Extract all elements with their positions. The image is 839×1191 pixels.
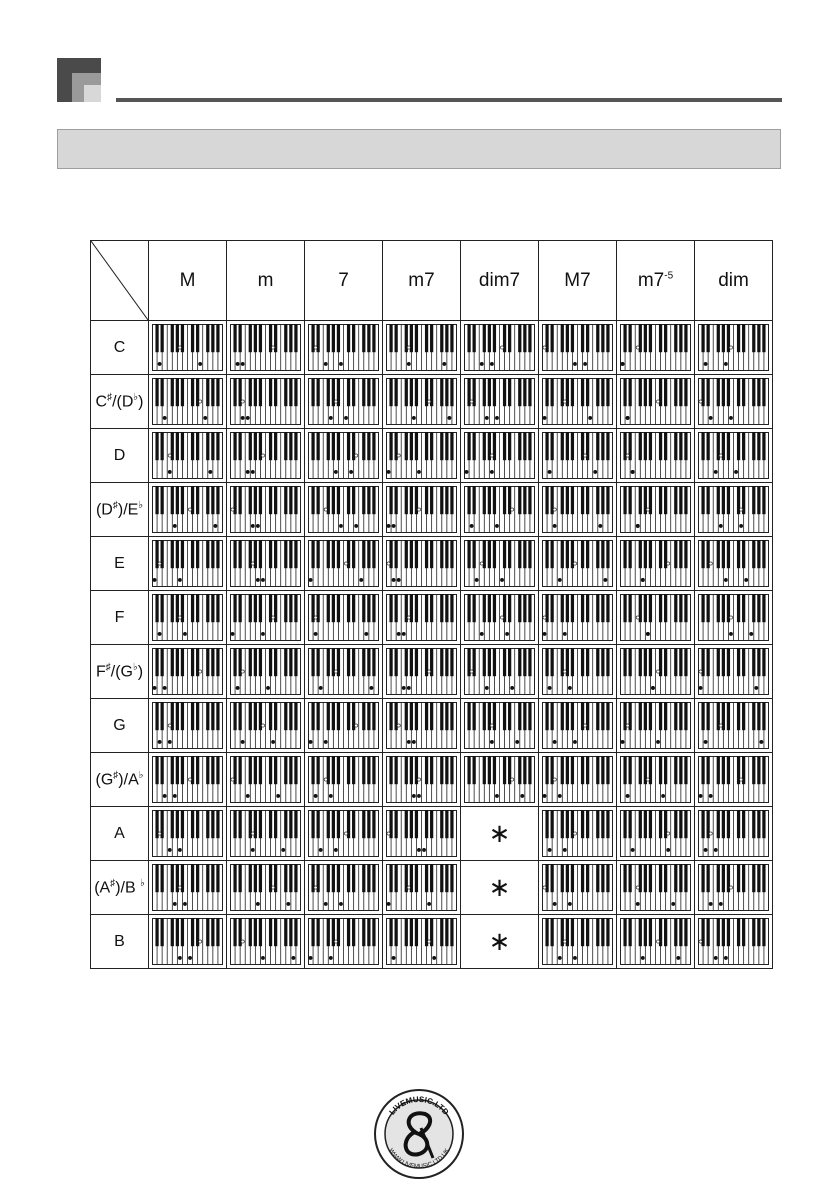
chord-cell — [305, 915, 383, 969]
keyboard-diagram-icon — [620, 324, 691, 371]
chord-row — [91, 699, 773, 753]
keyboard-diagram-icon — [698, 702, 769, 749]
keyboard-diagram-icon — [230, 594, 301, 641]
keyboard-diagram-icon — [386, 648, 457, 695]
chord-cell — [383, 483, 461, 537]
chord-cell — [383, 699, 461, 753]
keyboard-diagram-icon — [698, 810, 769, 857]
chord-cell — [695, 699, 773, 753]
keyboard-diagram-icon — [230, 648, 301, 695]
keyboard-diagram-icon — [386, 702, 457, 749]
chord-cell — [149, 645, 227, 699]
keyboard-diagram-icon — [386, 324, 457, 371]
chord-cell — [461, 321, 539, 375]
keyboard-diagram-icon — [698, 918, 769, 965]
unavailable-cell — [461, 861, 539, 915]
keyboard-diagram-icon — [698, 324, 769, 371]
chord-row — [91, 483, 773, 537]
keyboard-diagram-icon — [152, 918, 223, 965]
keyboard-diagram-icon — [542, 540, 613, 587]
column-header-2: 7 — [305, 241, 383, 321]
title-bar — [57, 129, 781, 169]
column-header-row — [91, 241, 773, 321]
corner-cell — [91, 241, 149, 321]
column-header-1: m — [227, 241, 305, 321]
chord-cell — [149, 807, 227, 861]
chord-cell — [149, 483, 227, 537]
keyboard-diagram-icon — [542, 918, 613, 965]
keyboard-diagram-icon — [698, 540, 769, 587]
chord-cell — [305, 429, 383, 483]
chord-cell — [149, 591, 227, 645]
chord-cell — [149, 375, 227, 429]
chord-cell — [305, 861, 383, 915]
chord-cell — [227, 753, 305, 807]
keyboard-diagram-icon — [698, 432, 769, 479]
chord-cell — [305, 321, 383, 375]
chord-table — [90, 240, 773, 969]
chord-cell — [617, 591, 695, 645]
keyboard-diagram-icon — [230, 918, 301, 965]
chord-cell — [149, 861, 227, 915]
chord-cell — [383, 375, 461, 429]
keyboard-diagram-icon — [542, 702, 613, 749]
chord-cell — [539, 645, 617, 699]
row-label: A — [91, 807, 149, 861]
keyboard-diagram-icon — [152, 810, 223, 857]
chord-cell — [539, 429, 617, 483]
diagonal-line-icon — [91, 241, 148, 320]
chord-row — [91, 375, 773, 429]
chord-cell — [695, 537, 773, 591]
chord-cell — [383, 753, 461, 807]
chord-cell — [227, 375, 305, 429]
asterisk-mark: ∗ — [488, 926, 511, 957]
keyboard-diagram-icon — [620, 918, 691, 965]
chord-cell — [617, 429, 695, 483]
keyboard-diagram-icon — [386, 756, 457, 803]
keyboard-diagram-icon — [464, 432, 535, 479]
keyboard-diagram-icon — [464, 594, 535, 641]
keyboard-diagram-icon — [152, 702, 223, 749]
chord-cell — [695, 645, 773, 699]
chord-cell — [383, 861, 461, 915]
chord-cell — [227, 915, 305, 969]
chord-cell — [305, 537, 383, 591]
chord-cell — [461, 645, 539, 699]
column-header-6: $m7^{-5}$ — [617, 241, 695, 321]
keyboard-diagram-icon — [620, 864, 691, 911]
logo-text-bottom: WWW.LIVEMUSIC.LTD.UK — [387, 1147, 451, 1171]
keyboard-diagram-icon — [620, 540, 691, 587]
keyboard-diagram-icon — [386, 810, 457, 857]
chord-cell — [305, 753, 383, 807]
chord-row — [91, 537, 773, 591]
keyboard-diagram-icon — [620, 486, 691, 533]
keyboard-diagram-icon — [230, 540, 301, 587]
keyboard-diagram-icon — [542, 378, 613, 425]
row-label: F♯/(G♭) — [91, 645, 149, 699]
keyboard-diagram-icon — [308, 540, 379, 587]
chord-cell — [461, 483, 539, 537]
chord-cell — [227, 645, 305, 699]
keyboard-diagram-icon — [542, 594, 613, 641]
keyboard-diagram-icon — [308, 378, 379, 425]
keyboard-diagram-icon — [308, 702, 379, 749]
keyboard-diagram-icon — [542, 648, 613, 695]
keyboard-diagram-icon — [152, 432, 223, 479]
keyboard-diagram-icon — [230, 486, 301, 533]
chord-cell — [305, 483, 383, 537]
chord-cell — [149, 753, 227, 807]
keyboard-diagram-icon — [620, 378, 691, 425]
keyboard-diagram-icon — [698, 864, 769, 911]
keyboard-diagram-icon — [152, 378, 223, 425]
chord-row — [91, 753, 773, 807]
keyboard-diagram-icon — [230, 756, 301, 803]
chord-cell — [227, 699, 305, 753]
chord-cell — [149, 537, 227, 591]
keyboard-diagram-icon — [308, 864, 379, 911]
chord-cell — [539, 483, 617, 537]
chord-cell — [539, 591, 617, 645]
keyboard-diagram-icon — [464, 378, 535, 425]
keyboard-diagram-icon — [620, 756, 691, 803]
chord-cell — [149, 321, 227, 375]
keyboard-diagram-icon — [542, 756, 613, 803]
keyboard-diagram-icon — [386, 486, 457, 533]
keyboard-diagram-icon — [698, 648, 769, 695]
logo-text-top: LIVEMUSIC.LTD — [387, 1094, 451, 1117]
keyboard-diagram-icon — [152, 648, 223, 695]
column-header-7: dim — [695, 241, 773, 321]
keyboard-diagram-icon — [308, 756, 379, 803]
row-label: (D♯)/E♭ — [91, 483, 149, 537]
chord-cell — [383, 537, 461, 591]
row-label: E — [91, 537, 149, 591]
keyboard-diagram-icon — [308, 486, 379, 533]
chord-cell — [695, 483, 773, 537]
chord-cell — [539, 861, 617, 915]
chord-cell — [461, 429, 539, 483]
column-header-4: dim7 — [461, 241, 539, 321]
keyboard-diagram-icon — [152, 486, 223, 533]
keyboard-diagram-icon — [464, 324, 535, 371]
chord-cell — [539, 699, 617, 753]
chord-cell — [383, 645, 461, 699]
keyboard-diagram-icon — [152, 594, 223, 641]
keyboard-diagram-icon — [542, 486, 613, 533]
chord-row — [91, 915, 773, 969]
row-label: C♯/(D♭) — [91, 375, 149, 429]
keyboard-diagram-icon — [620, 810, 691, 857]
chord-cell — [695, 429, 773, 483]
header-rule — [116, 98, 782, 102]
chord-cell — [305, 375, 383, 429]
row-label: (A♯)/B ♭ — [91, 861, 149, 915]
keyboard-diagram-icon — [542, 864, 613, 911]
asterisk-mark: ∗ — [488, 872, 511, 903]
chord-cell — [305, 699, 383, 753]
keyboard-diagram-icon — [308, 432, 379, 479]
livemusic-logo — [373, 1088, 465, 1180]
keyboard-diagram-icon — [620, 594, 691, 641]
chord-cell — [149, 915, 227, 969]
keyboard-diagram-icon — [230, 864, 301, 911]
chord-row — [91, 591, 773, 645]
keyboard-diagram-icon — [542, 432, 613, 479]
chord-cell — [149, 699, 227, 753]
chord-cell — [617, 483, 695, 537]
chord-cell — [461, 591, 539, 645]
keyboard-diagram-icon — [152, 864, 223, 911]
keyboard-diagram-icon — [230, 810, 301, 857]
chord-cell — [461, 699, 539, 753]
chord-cell — [461, 753, 539, 807]
chord-cell — [227, 483, 305, 537]
keyboard-diagram-icon — [620, 432, 691, 479]
column-header-3: m7 — [383, 241, 461, 321]
chord-cell — [227, 321, 305, 375]
chord-cell — [461, 375, 539, 429]
keyboard-diagram-icon — [230, 432, 301, 479]
chord-cell — [461, 537, 539, 591]
chord-cell — [695, 321, 773, 375]
chord-cell — [695, 753, 773, 807]
keyboard-diagram-icon — [386, 864, 457, 911]
chord-cell — [617, 699, 695, 753]
keyboard-diagram-icon — [230, 324, 301, 371]
keyboard-diagram-icon — [542, 810, 613, 857]
chord-cell — [227, 807, 305, 861]
chord-cell — [305, 591, 383, 645]
unavailable-cell — [461, 915, 539, 969]
chord-cell — [617, 321, 695, 375]
chord-cell — [539, 915, 617, 969]
keyboard-diagram-icon — [308, 648, 379, 695]
unavailable-cell — [461, 807, 539, 861]
chord-cell — [617, 537, 695, 591]
chord-cell — [539, 375, 617, 429]
chord-cell — [383, 591, 461, 645]
chord-cell — [383, 915, 461, 969]
chord-cell — [539, 753, 617, 807]
keyboard-diagram-icon — [698, 756, 769, 803]
chord-cell — [617, 645, 695, 699]
keyboard-diagram-icon — [386, 594, 457, 641]
keyboard-diagram-icon — [620, 702, 691, 749]
chord-cell — [305, 645, 383, 699]
chord-cell — [383, 321, 461, 375]
keyboard-diagram-icon — [698, 378, 769, 425]
keyboard-diagram-icon — [230, 378, 301, 425]
keyboard-diagram-icon — [464, 648, 535, 695]
row-label: C — [91, 321, 149, 375]
keyboard-diagram-icon — [230, 702, 301, 749]
chord-cell — [695, 915, 773, 969]
chord-row — [91, 807, 773, 861]
row-label: D — [91, 429, 149, 483]
keyboard-diagram-icon — [152, 324, 223, 371]
row-label: (G♯)/A♭ — [91, 753, 149, 807]
keyboard-diagram-icon — [464, 540, 535, 587]
chord-cell — [617, 915, 695, 969]
keyboard-diagram-icon — [308, 324, 379, 371]
keyboard-diagram-icon — [308, 918, 379, 965]
chord-cell — [227, 537, 305, 591]
keyboard-diagram-icon — [386, 540, 457, 587]
asterisk-mark: ∗ — [488, 818, 511, 849]
chord-cell — [695, 375, 773, 429]
keyboard-diagram-icon — [464, 486, 535, 533]
chord-cell — [617, 807, 695, 861]
keyboard-diagram-icon — [386, 432, 457, 479]
keyboard-diagram-icon — [698, 594, 769, 641]
keyboard-diagram-icon — [698, 486, 769, 533]
row-label: F — [91, 591, 149, 645]
chord-cell — [695, 861, 773, 915]
chord-cell — [305, 807, 383, 861]
row-label: B — [91, 915, 149, 969]
keyboard-diagram-icon — [464, 702, 535, 749]
keyboard-diagram-icon — [386, 918, 457, 965]
chord-cell — [227, 591, 305, 645]
chord-cell — [617, 753, 695, 807]
chord-cell — [227, 861, 305, 915]
column-header-0: M — [149, 241, 227, 321]
chord-cell — [539, 807, 617, 861]
chord-cell — [539, 321, 617, 375]
keyboard-diagram-icon — [152, 540, 223, 587]
row-label: G — [91, 699, 149, 753]
keyboard-diagram-icon — [620, 648, 691, 695]
keyboard-diagram-icon — [386, 378, 457, 425]
chord-row — [91, 861, 773, 915]
chord-cell — [149, 429, 227, 483]
chord-cell — [383, 429, 461, 483]
chord-row — [91, 645, 773, 699]
chord-row — [91, 321, 773, 375]
chord-cell — [539, 537, 617, 591]
keyboard-diagram-icon — [308, 594, 379, 641]
chord-cell — [227, 429, 305, 483]
keyboard-diagram-icon — [308, 810, 379, 857]
chord-cell — [695, 591, 773, 645]
section-marker — [57, 58, 103, 104]
column-header-5: M7 — [539, 241, 617, 321]
chord-cell — [617, 861, 695, 915]
keyboard-diagram-icon — [464, 756, 535, 803]
chord-cell — [695, 807, 773, 861]
chord-cell — [617, 375, 695, 429]
keyboard-diagram-icon — [542, 324, 613, 371]
chord-cell — [383, 807, 461, 861]
chord-row — [91, 429, 773, 483]
keyboard-diagram-icon — [152, 756, 223, 803]
